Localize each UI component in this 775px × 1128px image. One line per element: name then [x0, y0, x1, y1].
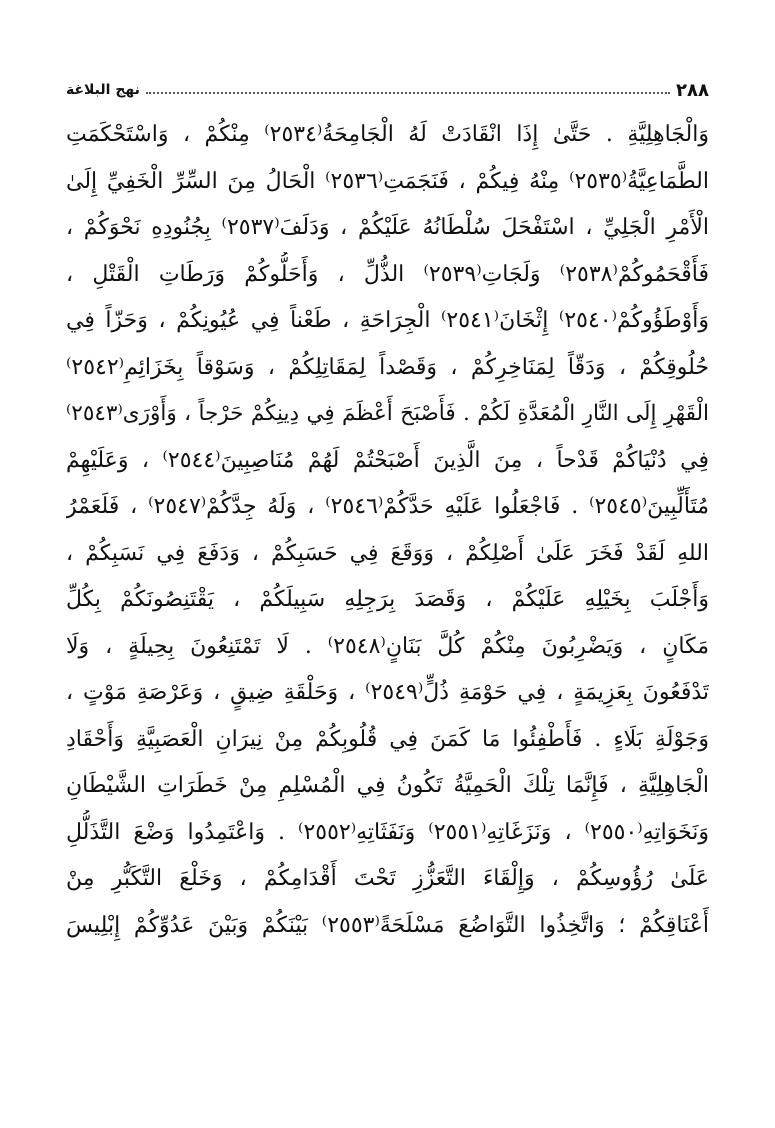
text-line: الطَّمَاعِيَّةُ⁽٢٥٣٥⁾ مِنْهُ فِيكُمْ ، فَنَجَمَتِ⁽٢٥٣٦⁾ الْحَالُ مِنَ السِّرِّ الْخَفِيِّ إِلَىٰ — [66, 168, 709, 194]
text-line: الْقَهْرِ إِلَى النَّارِ الْمُعَدَّةِ لَكُمْ . فَأَصْبَحَ أَعْظَمَ فِي دِينِكُمْ حَرْجاً ، وَأَوْرَى⁽٢٥٤٣⁾ — [66, 401, 709, 426]
running-header — [66, 76, 709, 104]
text-line: وَأَجْلَبَ بِخَيْلِهِ عَلَيْكُمْ ، وَقَصَدَ بِرَجِلِهِ سَبِيلَكُمْ ، يَقْتَنِصُونَكُمْ بِكُلِّ — [66, 587, 709, 612]
text-line: مَكَانٍ ، وَيَضْرِبُونَ مِنْكُمْ كُلَّ بَنَانٍ⁽٢٥٤٨⁾ . لَا تَمْتَنِعُونَ بِحِيلَةٍ ، وَلَا — [66, 633, 709, 659]
body-text — [66, 112, 709, 949]
text-line: وَجَوْلَةِ بَلَاءٍ . فَأَطْفِئُوا مَا كَمَنَ فِي قُلُوبِكُمْ مِنْ نِيرَانِ الْعَصَبِيَّةِ وَأَحْقَادِ — [66, 726, 709, 752]
text-line: مُتَأَلِّبِينَ⁽٢٥٤٥⁾ . فَاجْعَلُوا عَلَيْهِ حَدَّكُمْ⁽٢٥٤٦⁾ ، وَلَهُ جِدَّكُمْ⁽٢٥٤٧⁾ ، فَلَعَمْرُ — [66, 494, 709, 519]
page-number: ٢٨٨ — [676, 79, 709, 101]
text-line: اللهِ لَقَدْ فَخَرَ عَلَىٰ أَصْلِكُمْ ، وَوَقَعَ فِي حَسَبِكُمْ ، وَدَفَعَ فِي نَسَبِكُمْ ، — [66, 540, 709, 566]
text-line: الْأَمْرِ الْجَلِيِّ ، اسْتَفْحَلَ سُلْطَانُهُ عَلَيْكُمْ ، وَدَلَفَ⁽٢٥٣٧⁾ بِجُنُودِهِ نَحْوَكُمْ ، — [66, 215, 709, 240]
text-line: وَالْجَاهِلِيَّةِ . حَتَّىٰ إِذَا انْقَادَتْ لَهُ الْجَامِحَةُ⁽٢٥٣٤⁾ مِنْكُمْ ، وَاسْتَحْكَمَتِ — [66, 122, 709, 147]
text-line: عَلَىٰ رُؤُوسِكُمْ ، وَإِلْقَاءَ التَّعَزُّزِ تَحْتَ أَقْدَامِكُمْ ، وَخَلْعَ التَّكَبُّرِ مِنْ — [66, 866, 709, 891]
text-line: الْجَاهِلِيَّةِ ، فَإِنَّمَا تِلْكَ الْحَمِيَّةُ تَكُونُ فِي الْمُسْلِمِ مِنْ خَطَرَاتِ الشَّيْطَانِ — [66, 773, 709, 798]
text-line: وَأَوْطَؤُوكُمْ⁽٢٥٤٠⁾ إِثْخَانَ⁽٢٥٤١⁾ الْجِرَاحَةِ ، طَعْناً فِي عُيُونِكُمْ ، وَحَزّاً فِي — [66, 308, 709, 333]
text-line: فَأَقْحَمُوكُمْ⁽٢٥٣٨⁾ وَلَجَاتِ⁽٢٥٣٩⁾ الذُّلِّ ، وَأَحَلُّوكُمْ وَرَطَاتِ الْقَتْلِ ، — [66, 261, 709, 287]
text-line: حُلُوقِكُمْ ، وَدَقّاً لِمَنَاخِرِكُمْ ، وَقَصْداً لِمَقَاتِلِكُمْ ، وَسَوْقاً بِخَزَائِمِ⁽٢٥٤٢⁾ — [66, 354, 709, 380]
text-line: وَنَخَوَاتِهِ⁽٢٥٥٠⁾ ، وَنَزَغَاتِهِ⁽٢٥٥١⁾ وَنَفَثَاتِهِ⁽٢٥٥٢⁾ . وَاعْتَمِدُوا وَضْعَ التَّذَلُّلِ — [66, 819, 709, 845]
text-line: أَعْنَاقِكُمْ ؛ وَاتَّخِذُوا التَّوَاضُعَ مَسْلَحَةً⁽٢٥٥٣⁾ بَيْنَكُمْ وَبَيْنَ عَدُوِّكُمْ إِبْلِيسَ — [66, 912, 709, 938]
text-line: فِي دُنْيَاكُمْ قَدْحاً ، مِنَ الَّذِينَ أَصْبَحْتُمْ لَهُمْ مُنَاصِبِينَ⁽٢٥٤٤⁾ ، وَعَلَيْهِمْ — [66, 447, 709, 473]
book-title: نهج البلاغة — [66, 82, 140, 98]
dotted-leader — [146, 92, 670, 94]
text-line: تَدْفَعُونَ بِعَزِيمَةٍ ، فِي حَوْمَةِ ذُلٍّ⁽٢٥٤٩⁾ ، وَحَلْقَةِ ضِيقٍ ، وَعَرْصَةِ مَوْتٍ ، — [66, 680, 709, 705]
